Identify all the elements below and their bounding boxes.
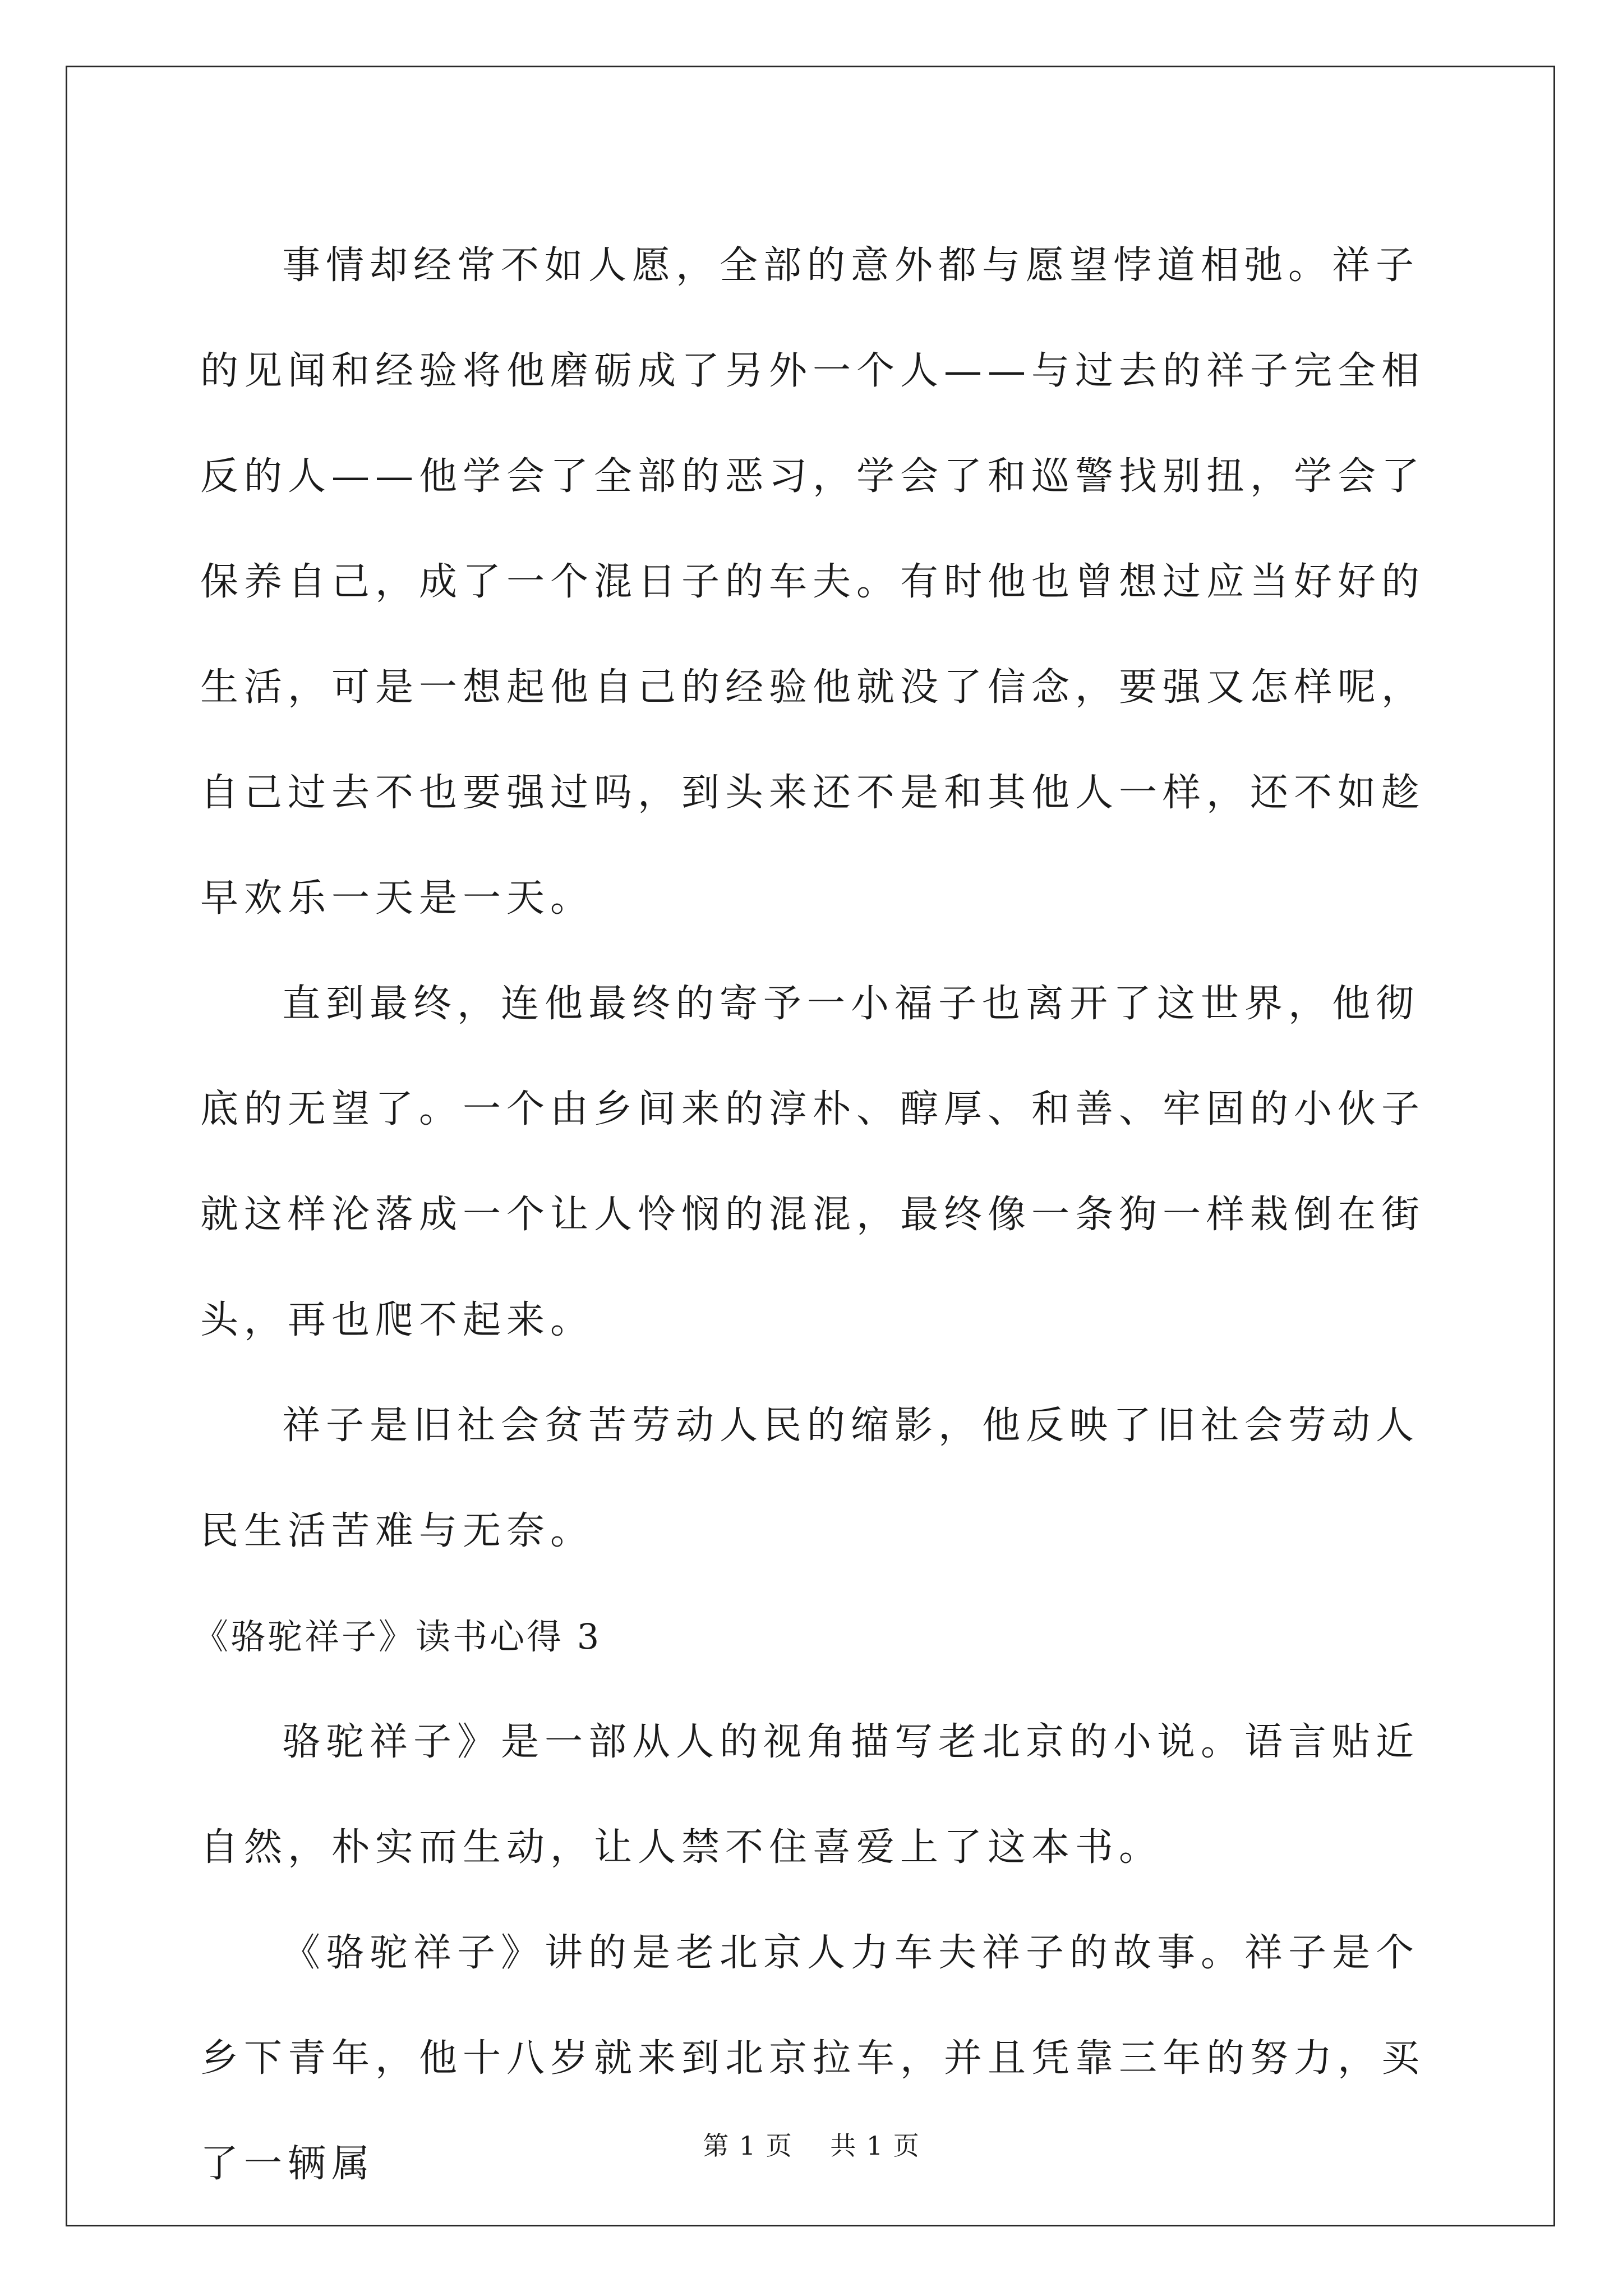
- paragraph-4: 骆驼祥子》是一部从人的视角描写老北京的小说。语言贴近自然，朴实而生动，让人禁不住喜爱上了这本书。: [200, 1720, 1420, 1870]
- document-body: [193, 213, 1428, 2217]
- paragraph-2: 直到最终，连他最终的寄予一小福子也离开了这世界，他彻底的无望了。一个由乡间来的淳朴、醇厚、和善、牢固的小伙子就这样沦落成一个让人怜悯的混混，最终像一条狗一样栽倒在街头，再也爬不起来。: [200, 982, 1426, 1342]
- paragraph-1: 事情却经常不如人愿，全部的意外都与愿望悖道相弛。祥子的见闻和经验将他磨砺成了另外一个人——与过去的祥子完全相反的人——他学会了全部的恶习，学会了和巡警找别扭，学会了保养自己，成了一个混日子的车夫。有时他也曾想过应当好好的生活，可是一想起他自己的经验他就没了信念，要强又怎样呢，自己过去不也要强过吗，到头来还不是和其他人一样，还不如趁早欢乐一天是一天。: [200, 243, 1426, 921]
- paragraph-3: 祥子是旧社会贫苦劳动人民的缩影，他反映了旧社会劳动人民生活苦难与无奈。: [200, 1404, 1420, 1553]
- paragraph-5: 《骆驼祥子》讲的是老北京人力车夫祥子的故事。祥子是个乡下青年，他十八岁就来到北京拉车，并且凭靠三年的努力，买了一辆属: [200, 1931, 1426, 2186]
- page-footer: 第 1 页 共 1 页: [703, 2131, 920, 2161]
- section-heading: 《骆驼祥子》读书心得 3: [193, 1616, 602, 1657]
